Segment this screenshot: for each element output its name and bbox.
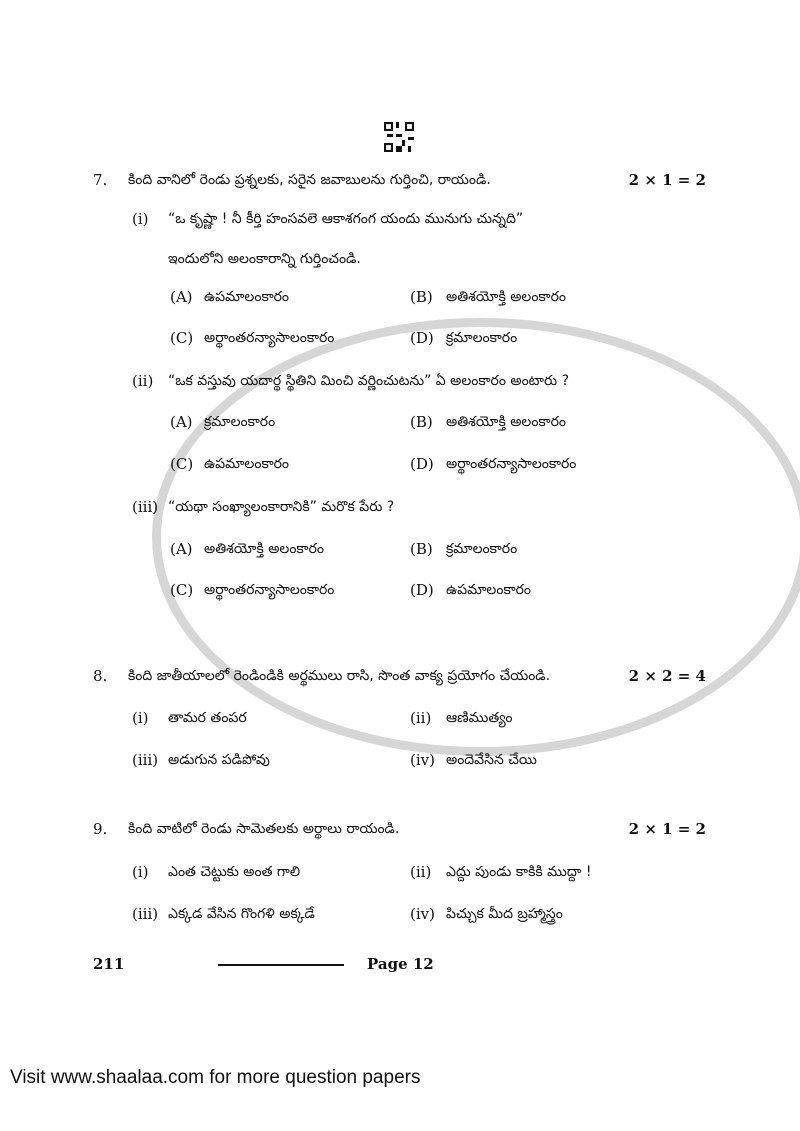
item-text: అందెవేసిన చేయి [446,752,537,768]
part-label: (i) [132,210,149,228]
option-label: (C) [170,455,194,473]
item-label: (iv) [410,905,435,923]
question-number: 9. [93,820,108,838]
item-label: (iii) [132,751,159,769]
option-text: క్రమాలంకారం [204,414,276,430]
item-text: ఎంత చెట్టుకు అంత గాలి [168,864,301,880]
option-label: (A) [170,413,193,431]
option-text: అతిశయోక్తి అలంకారం [446,289,566,305]
option-text: అర్థాంతరన్యాసాలంకారం [446,456,577,472]
option-text: ఉపమాలంకారం [204,456,289,472]
option-label: (B) [410,288,433,306]
item-label: (iii) [132,905,159,923]
option-label: (D) [410,329,434,347]
page-number: Page 12 [367,955,434,973]
option-label: (C) [170,329,194,347]
option-label: (B) [410,540,433,558]
paper-code: 211 [93,955,125,973]
part-text: “ఒక వస్తువు యదార్థ స్థితిని మించి వర్ణించుటను” ఏ అలంకారం అంటారు ? [168,373,570,389]
option-text: ఉపమాలంకారం [204,289,289,305]
option-label: (A) [170,288,193,306]
option-label: (D) [410,581,434,599]
option-text: ఉపమాలంకారం [446,582,531,598]
option-label: (C) [170,581,194,599]
question-number: 7. [93,171,108,189]
question-text: కింది వాటిలో రెండు సామెతలకు అర్థాలు రాయండి. [128,821,400,837]
option-text: అతిశయోక్తి అలంకారం [204,541,324,557]
option-label: (B) [410,413,433,431]
option-text: అర్థాంతరన్యాసాలంకారం [204,330,335,346]
option-text: అతిశయోక్తి అలంకారం [446,414,566,430]
item-text: ఎక్కడ వేసిన గొంగళి అక్కడే [168,906,315,922]
option-label: (A) [170,540,193,558]
item-label: (i) [132,709,149,727]
part-text: “ఒ కృష్ణా ! నీ కీర్తి హంసవలె ఆకాశగంగ యందు మునుగు చున్నది” [168,211,524,227]
item-label: (ii) [410,709,432,727]
option-text: క్రమాలంకారం [446,541,518,557]
question-marks: 2 × 2 = 4 [628,667,706,685]
footer-divider [218,964,344,966]
option-text: అర్థాంతరన్యాసాలంకారం [204,582,335,598]
option-label: (D) [410,455,434,473]
item-text: ఎద్దు పుండు కాకికి ముద్దా ! [446,864,592,880]
question-text: కింది జాతీయాలలో రెండిండికి అర్థములు రాసి, సొంత వాక్య ప్రయోగం చేయండి. [128,668,551,684]
question-marks: 2 × 1 = 2 [628,820,706,838]
part-text: “యథా సంఖ్యాలంకారానికి” మరొక పేరు ? [168,499,395,515]
item-label: (ii) [410,863,432,881]
item-text: అడుగున పడిపోవు [168,752,270,768]
part-text: ఇందులోని అలంకారాన్ని గుర్తించండి. [168,251,361,267]
item-label: (iv) [410,751,435,769]
item-text: తామర తంపర [168,710,247,726]
option-text: క్రమాలంకారం [446,330,518,346]
item-label: (i) [132,863,149,881]
qr-code-icon [384,122,414,152]
item-text: ఆణిముత్యం [446,710,513,726]
question-marks: 2 × 1 = 2 [628,171,706,189]
item-text: పిచ్చుక మీద బ్రహ్మాస్త్రం [446,906,563,922]
part-label: (iii) [132,498,159,516]
part-label: (ii) [132,372,154,390]
question-text: కింది వానిలో రెండు ప్రశ్నలకు, సరైన జవాబులను గుర్తించి, రాయండి. [128,172,491,188]
question-number: 8. [93,667,108,685]
promo-banner-link[interactable]: Visit www.shaalaa.com for more question papers [10,1067,421,1088]
